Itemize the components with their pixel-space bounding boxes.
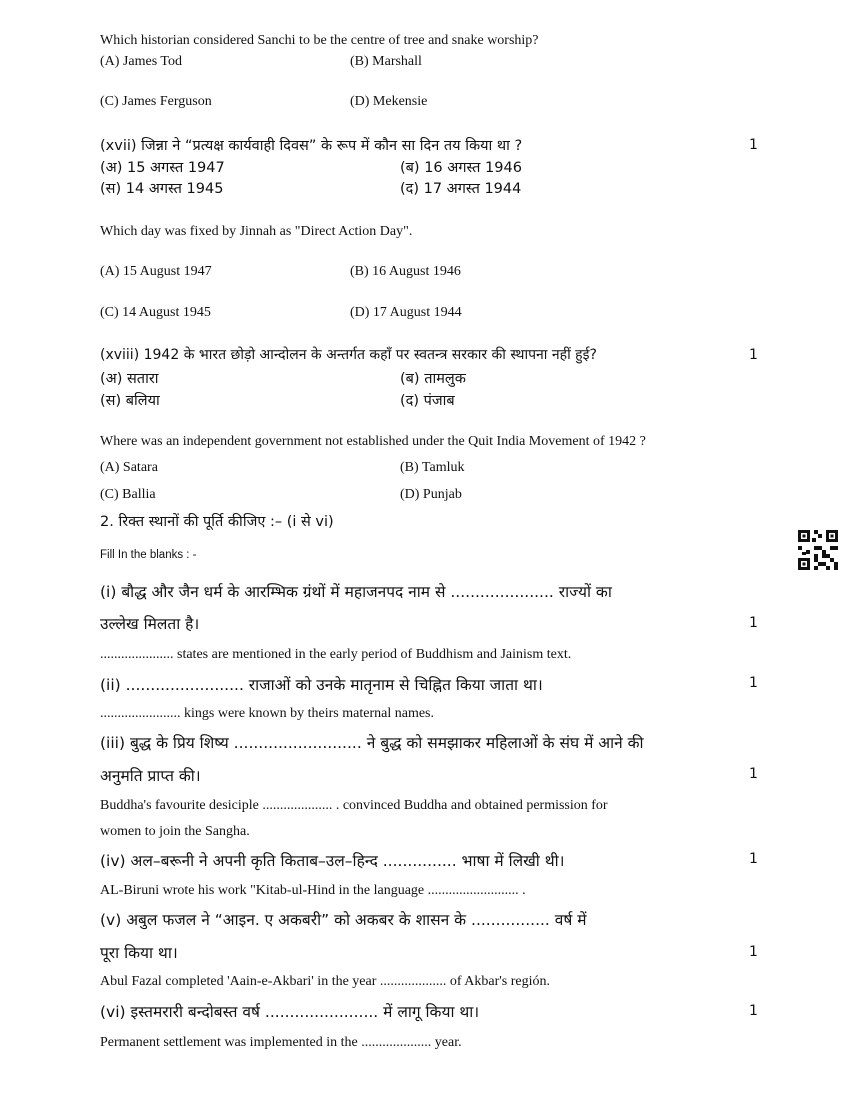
blank-v-hi-line1: (v) अबुल फजल ने “आइन. ए अकबरी” को अकबर के शासन के ................ वर्ष में	[100, 911, 587, 929]
q17-question-en: Which day was fixed by Jinnah as "Direct Action Day".	[100, 224, 413, 239]
section2-heading-hi: 2. रिक्त स्थानों की पूर्ति कीजिए :– (i से vi)	[100, 514, 334, 530]
q17-question-hi: (xvii) जिन्ना ने “प्रत्यक्ष कार्यवाही दिवस” के रूप में कौन सा दिन तय किया था ?	[100, 138, 523, 154]
q17-option-hi-d: (द) 17 अगस्त 1944	[400, 181, 522, 197]
q16-option-a: (A) James Tod	[100, 54, 182, 69]
q18-option-hi-d: (द) पंजाब	[400, 393, 455, 409]
blank-iv-hi: (iv) अल–बरूनी ने अपनी कृति किताब–उल–हिन्द ............... भाषा में लिखी थी।	[100, 852, 565, 870]
blank-i-hi-line1: (i) बौद्ध और जैन धर्म के आरम्भिक ग्रंथों में महाजनपद नाम से ..................... राज्यों का	[100, 583, 612, 601]
blank-ii-en: ....................... kings were known by theirs maternal names.	[100, 706, 434, 721]
blank-i-marks: 1	[749, 615, 758, 631]
blank-iii-en-line2: women to join the Sangha.	[100, 824, 250, 839]
blank-vi-en: Permanent settlement was implemented in the .................... year.	[100, 1035, 462, 1050]
q18-option-hi-a: (अ) सतारा	[100, 371, 159, 387]
q17-option-hi-b: (ब) 16 अगस्त 1946	[400, 160, 522, 176]
blank-ii-marks: 1	[749, 675, 758, 691]
q18-option-c: (C) Ballia	[100, 487, 156, 502]
blank-iv-en: AL-Biruni wrote his work "Kitab-ul-Hind in the language .......................... .	[100, 883, 526, 898]
q16-option-d: (D) Mekensie	[350, 94, 428, 109]
q16-option-c: (C) James Ferguson	[100, 94, 212, 109]
blank-iv-marks: 1	[749, 851, 758, 867]
blank-iii-hi-line2: अनुमति प्राप्त की।	[100, 767, 201, 785]
q17-option-c: (C) 14 August 1945	[100, 305, 211, 320]
q18-marks: 1	[749, 347, 758, 363]
blank-vi-hi: (vi) इस्तमरारी बन्दोबस्त वर्ष ....................... में लागू किया था।	[100, 1003, 480, 1021]
blank-iii-marks: 1	[749, 766, 758, 782]
q17-marks: 1	[749, 137, 758, 153]
blank-v-en: Abul Fazal completed 'Aain-e-Akbari' in the year ................... of Akbar's región.	[100, 974, 550, 989]
q18-option-d: (D) Punjab	[400, 487, 462, 502]
q17-option-hi-c: (स) 14 अगस्त 1945	[100, 181, 224, 197]
q17-option-hi-a: (अ) 15 अगस्त 1947	[100, 160, 225, 176]
blank-vi-marks: 1	[749, 1003, 758, 1019]
q18-option-hi-b: (ब) तामलुक	[400, 371, 466, 387]
q18-option-b: (B) Tamluk	[400, 460, 465, 475]
qr-code-icon	[798, 530, 838, 570]
blank-iii-en-line1: Buddha's favourite desiciple .................... . convinced Buddha and obtained permission for	[100, 798, 608, 813]
q18-question-en: Where was an independent government not established under the Quit India Movement of 1942 ?	[100, 434, 646, 449]
section2-heading-en: Fill In the blanks : -	[100, 549, 197, 561]
q17-option-a: (A) 15 August 1947	[100, 264, 212, 279]
q18-option-a: (A) Satara	[100, 460, 158, 475]
blank-i-en: ..................... states are mentioned in the early period of Buddhism and Jainism text.	[100, 647, 572, 662]
blank-ii-hi: (ii) ........................ राजाओं को उनके मातृनाम से चिह्नित किया जाता था।	[100, 676, 543, 694]
blank-v-marks: 1	[749, 944, 758, 960]
blank-iii-hi-line1: (iii) बुद्ध के प्रिय शिष्य .......................... ने बुद्ध को समझाकर महिलाओं के संघ में आने की	[100, 734, 644, 752]
q18-question-hi: (xviii) 1942 के भारत छोड़ो आन्दोलन के अन्तर्गत कहाँ पर स्वतन्त्र सरकार की स्थापना नहीं हुई?	[100, 347, 597, 363]
blank-i-hi-line2: उल्लेख मिलता है।	[100, 615, 200, 633]
q17-option-b: (B) 16 August 1946	[350, 264, 461, 279]
q16-question-en: Which historian considered Sanchi to be the centre of tree and snake worship?	[100, 33, 539, 48]
q18-option-hi-c: (स) बलिया	[100, 393, 160, 409]
q16-option-b: (B) Marshall	[350, 54, 422, 69]
q17-option-d: (D) 17 August 1944	[350, 305, 462, 320]
blank-v-hi-line2: पूरा किया था।	[100, 944, 178, 962]
